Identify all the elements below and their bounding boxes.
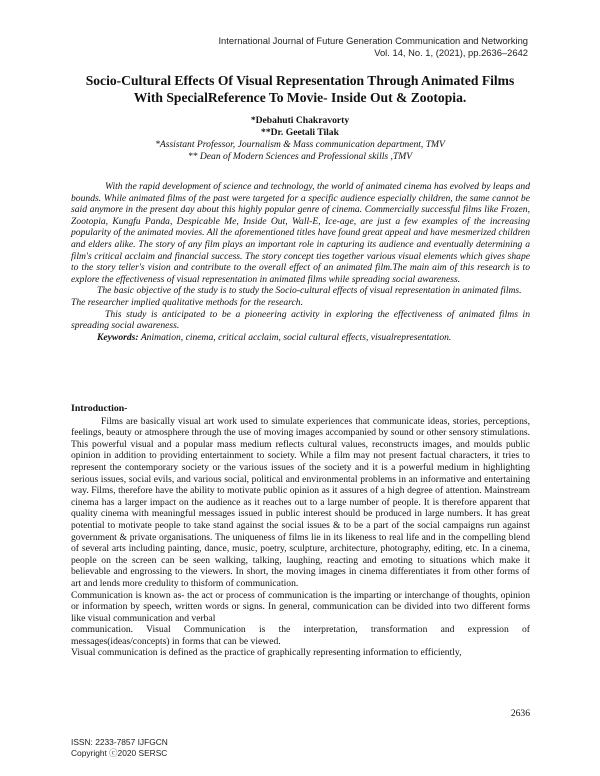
abstract-anticipation: This study is anticipated to be a pioneering activity in exploring the effectiveness of animated films in spreading social awareness. [71, 308, 530, 332]
abstract-objective: The basic objective of the study is to study the Socio-cultural effects of visual representation in animated films. [97, 285, 522, 297]
issn: ISSN: 2233-7857 IJFGCN [71, 737, 168, 747]
title-line-2: With SpecialReference To Movie- Inside Out & Zootopia. [133, 90, 467, 105]
title-line-1: Socio-Cultural Effects Of Visual Representation Through Animated Films [85, 73, 515, 88]
intro-paragraph-2: Communication is known as- the act or process of communication is the imparting or interchange of thoughts, opinion or information by speech, written words or signs. In general, communication can be divided into two different forms like visual communication and verbal [71, 589, 530, 624]
abstract-paragraph: With the rapid development of science and technology, the world of animated cinema has evolved by leaps and bounds. While animated films of the past were targeted for a specific audience especially children, the same cannot be said anymore in the present day about this highly popular genre of cinema. Commercially successful films like Frozen, Zootopia, Kungfu Panda, Despicable Me, Inside Out, Wall-E, Ice-age, are just a few examples of the increasing popularity of the animated movies. All the aforementioned titles have found great appeal and have mesmerized children and elders alike. The story of any film plays an important role in capturing its audience and eventually determining a film's critical acclaim and financial success. The story concept ties together various visual elements which gives shape to the story teller's vision and contribute to the overall effect of an animated film.The main aim of this research is to explore the effectiveness of visual representation in animated films while spreading social awareness. [71, 181, 530, 285]
intro-paragraph-4: Visual communication is defined as the practice of graphically representing information to efficiently, [71, 647, 462, 659]
paper-title [60, 72, 540, 106]
author-1: *Debahuti Chakravorty [250, 115, 350, 126]
copyright: Copyright ⓒ2020 SERSC [71, 748, 168, 758]
author-2: **Dr. Geetali Tilak [261, 127, 339, 138]
keywords-text: Animation, cinema, critical acclaim, social cultural effects, visualrepresentation. [140, 331, 452, 343]
introduction-section [71, 403, 530, 659]
keywords [71, 332, 530, 344]
volume-info: Vol. 14, No. 1, (2021), pp.2636–2642 [374, 47, 528, 58]
keywords-label: Keywords: [97, 331, 139, 343]
abstract [71, 181, 530, 343]
journal-name: International Journal of Future Generation Communication and Networking [218, 35, 528, 46]
page-number: 2636 [510, 708, 530, 719]
intro-paragraph-1: Films are basically visual art work used to simulate experiences that communicate ideas, stories, perceptions, feelings, beauty or atmosphere through the use of moving images accompanied by sound or other sensory stimulations. This powerful visual and a popular mass medium reflects cultural values, reconstructs images, and moulds public opinion in addition to providing entertainment to society. While a film may not present factual characters, it tries to represent the contemporary society or the various issues of the society and it is a powerful medium in highlighting serious issues, social evils, and various social, political and environmental problems in an informative and entertaining way. Films, therefore have the ability to motivate public opinion as it assures of a high degree of attention. Mainstream cinema has a larger impact on the audience as it reaches out to a large number of people. It is therefore apparent that quality cinema with meaningful messages issued in public interest should be produced in large numbers. It has great potential to motivate people to take stand against the social issues & to be a part of the social campaigns run against government & private organisations. The uniqueness of films lie in its likeness to real life and in the compelling blend of several arts including painting, dance, music, poetry, sculpture, architecture, photography, editing, etc. In a cinema, people on the screen can be seen walking, talking, laughing, reacting and emoting to situations which make it believable and engrossing to the viewers. In short, the moving images in cinema differentiates it from other forms of art and lends more credulity to thisform of communication. [71, 415, 530, 589]
author-block [60, 115, 540, 163]
running-header [128, 35, 528, 59]
affiliation-2: ** Dean of Modern Sciences and Professional skills ,TMV [187, 151, 413, 162]
abstract-methods: The researcher implied qualitative methods for the research. [71, 296, 303, 308]
affiliation-1: *Assistant Professor, Journalism & Mass communication department, TMV [155, 139, 445, 150]
page-footer [71, 737, 168, 759]
introduction-heading: Introduction- [71, 403, 128, 414]
intro-paragraph-3: communication. Visual Communication is the interpretation, transformation and expression of messages(ideas/concepts) in forms that can be viewed. [71, 624, 530, 647]
